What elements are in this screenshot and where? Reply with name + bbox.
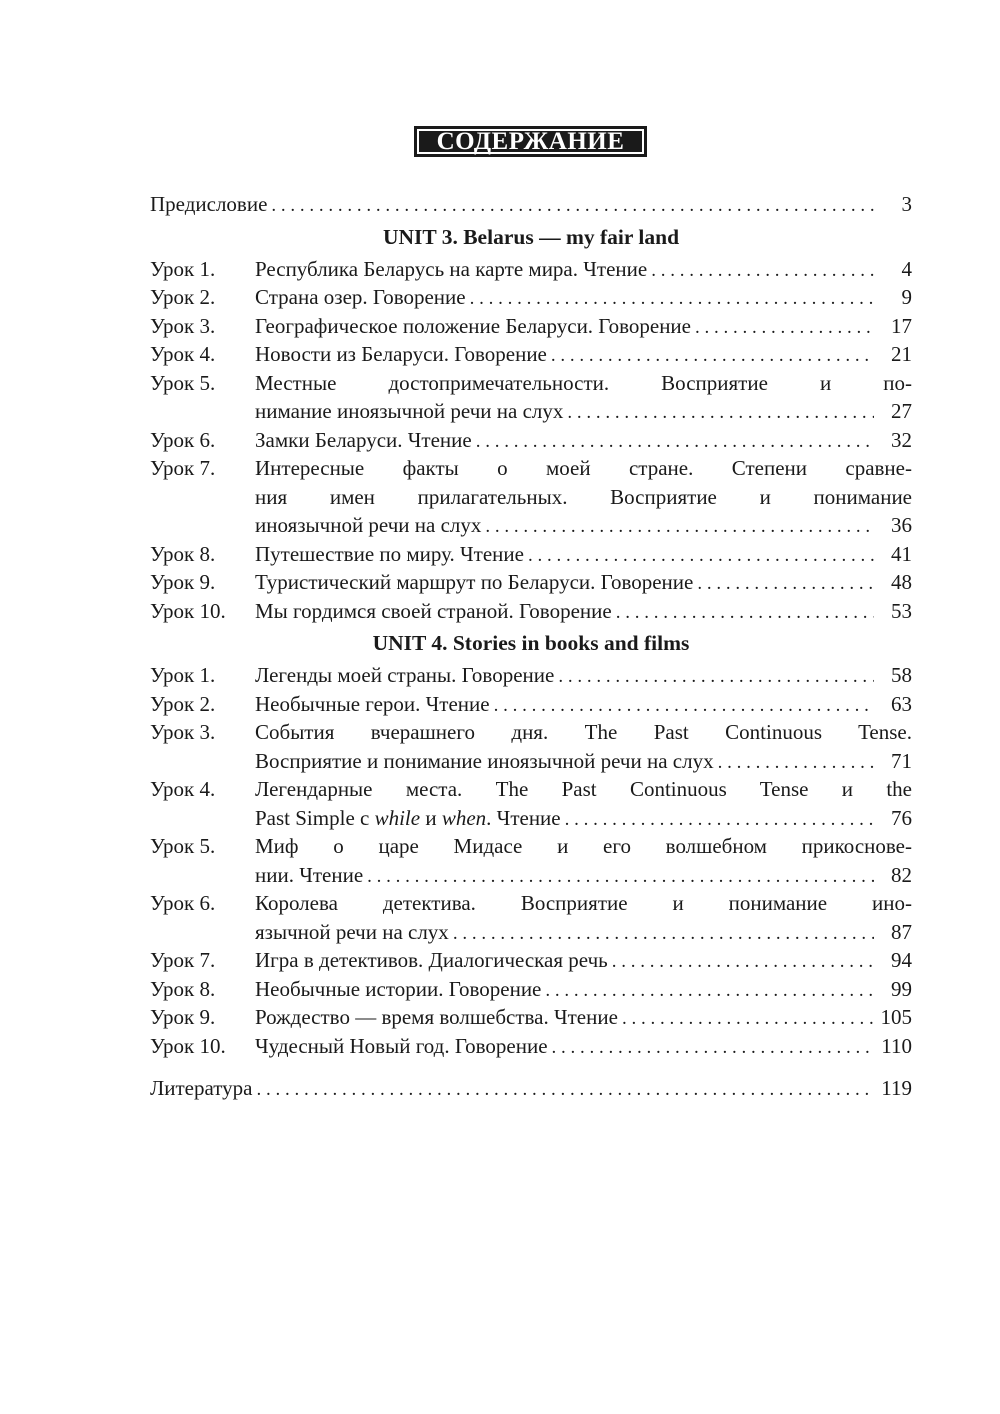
lesson-number: Урок 4.: [150, 342, 216, 366]
lesson-title: язычной речи на слух: [255, 919, 449, 944]
lesson-title: Восприятие и понимание иноязычной речи на слух: [255, 748, 714, 773]
toc-entry-literature[interactable]: [150, 1074, 912, 1103]
toc-entry-lesson[interactable]: [150, 369, 912, 426]
lesson-title: иноязычной речи на слух: [255, 513, 482, 537]
toc-entry-lesson[interactable]: [150, 597, 912, 626]
toc-entry-lesson[interactable]: [150, 426, 912, 455]
page-title: СОДЕРЖАНИЕ: [414, 126, 647, 157]
lesson-number: Урок 6.: [150, 891, 216, 915]
dot-leader: [552, 1034, 874, 1063]
lesson-title: События вчерашнего дня. The Past Continuous Tense.: [255, 720, 912, 744]
lesson-number: Урок 1.: [150, 256, 216, 281]
dot-leader: [616, 599, 874, 628]
entry-line: [150, 454, 912, 483]
toc-entry-lesson[interactable]: [150, 718, 912, 775]
entry-line: [150, 661, 912, 690]
page-number: 17: [891, 313, 912, 338]
page-number: 41: [891, 541, 912, 566]
page-number: 3: [901, 192, 912, 216]
entry-line: [150, 861, 912, 890]
lesson-number: Урок 4.: [150, 777, 216, 801]
lesson-title-wrap: [255, 283, 878, 314]
lesson-title: Необычные герои. Чтение: [255, 691, 490, 716]
page-number: 87: [891, 919, 912, 944]
entry-line: [150, 718, 912, 747]
toc-entry-lesson[interactable]: [150, 312, 912, 341]
entry-line: [150, 747, 912, 776]
lesson-title-wrap: [255, 255, 878, 286]
lesson-title-wrap: [255, 511, 878, 542]
dot-leader: [558, 663, 874, 692]
dot-leader: [697, 570, 874, 599]
lesson-title-wrap: [255, 804, 878, 835]
lesson-title-wrap: [255, 690, 878, 721]
page-number: 9: [901, 285, 912, 309]
toc-entry-lesson[interactable]: [150, 661, 912, 690]
lesson-title: ния имен прилагательных. Восприятие и понимание: [255, 484, 912, 509]
page-number: 71: [891, 748, 912, 773]
lesson-title-wrap: [255, 340, 878, 371]
lesson-title: Интересные факты о моей стране. Степени сравне-: [255, 456, 912, 480]
page-number: 94: [891, 948, 912, 972]
toc-entry-lesson[interactable]: [150, 889, 912, 946]
lesson-number: Урок 6.: [150, 427, 216, 452]
lesson-title-wrap: [255, 397, 878, 428]
lesson-number: Урок 8.: [150, 976, 216, 1001]
lesson-title: Past Simple с while и when. Чтение: [255, 805, 561, 830]
lesson-title: нимание иноязычной речи на слух: [255, 399, 564, 423]
lesson-title-wrap: [255, 454, 912, 483]
dot-leader: [565, 806, 874, 835]
lesson-title: Страна озер. Говорение: [255, 285, 466, 309]
page-number: 4: [901, 256, 912, 281]
lesson-number: Урок 10.: [150, 1033, 226, 1058]
lesson-title-wrap: [255, 312, 878, 343]
lesson-title-wrap: [255, 747, 878, 778]
lesson-number: Урок 3.: [150, 720, 216, 744]
dot-leader: [622, 1005, 874, 1034]
dot-leader: [256, 1076, 874, 1105]
lesson-title: Мы гордимся своей страной. Говорение: [255, 598, 612, 623]
page-number: 76: [891, 805, 912, 830]
units-container: [150, 219, 912, 1061]
toc-entry-lesson[interactable]: [150, 283, 912, 312]
lesson-title-wrap: [255, 483, 912, 512]
dot-leader: [494, 692, 874, 721]
page-number: 32: [891, 427, 912, 452]
page-number: 119: [881, 1076, 912, 1100]
entry-line: [150, 775, 912, 804]
unit-heading: UNIT 3. Belarus — my fair land: [382, 224, 680, 249]
entry-line: [150, 312, 912, 341]
dot-leader: [367, 863, 874, 892]
lesson-title-wrap: [255, 946, 878, 977]
lesson-number: Урок 2.: [150, 691, 216, 716]
lesson-title: Путешествие по миру. Чтение: [255, 541, 524, 566]
page-number: 105: [880, 1005, 912, 1029]
lesson-number: Урок 7.: [150, 948, 216, 972]
lesson-title-wrap: [255, 426, 878, 457]
lesson-title: Рождество — время волшебства. Чтение: [255, 1005, 618, 1029]
entry-line: [150, 397, 912, 426]
entry-line: [150, 889, 912, 918]
lesson-title: Географическое положение Беларуси. Говорение: [255, 313, 691, 338]
toc-entry-lesson[interactable]: [150, 1003, 912, 1032]
dot-leader: [612, 948, 874, 977]
lesson-title: Туристический маршрут по Беларуси. Говорение: [255, 570, 694, 594]
toc-entry-lesson[interactable]: [150, 690, 912, 719]
page-number: 48: [891, 570, 912, 594]
toc-entry-lesson[interactable]: [150, 975, 912, 1004]
entry-line: [150, 804, 912, 833]
entry-line: [150, 369, 912, 398]
lesson-title-wrap: [255, 775, 912, 804]
lesson-title: Замки Беларуси. Чтение: [255, 427, 472, 452]
lesson-title: Новости из Беларуси. Говорение: [255, 342, 547, 366]
lesson-title: Легендарные места. The Past Continuous Tense и the: [255, 777, 912, 801]
entry-line: [150, 568, 912, 597]
lesson-title: Королева детектива. Восприятие и понимание ино-: [255, 891, 912, 915]
page-number: 99: [891, 976, 912, 1001]
toc-entry-lesson[interactable]: [150, 775, 912, 832]
toc-entry-lesson[interactable]: [150, 540, 912, 569]
page-number: 63: [891, 691, 912, 716]
lesson-number: Урок 1.: [150, 663, 216, 687]
dot-leader: [528, 542, 874, 571]
unit-heading: UNIT 4. Stories in books and films: [372, 631, 690, 655]
dot-leader: [567, 399, 874, 428]
toc-entry-lesson[interactable]: [150, 946, 912, 975]
entry-line: [150, 1003, 912, 1032]
lesson-title: Местные достопримечательности. Восприятие и по-: [255, 370, 912, 395]
entry-line: [150, 690, 912, 719]
page-number: 110: [881, 1033, 912, 1058]
dot-leader: [551, 342, 874, 371]
lesson-number: Урок 8.: [150, 541, 216, 566]
lesson-number: Урок 9.: [150, 1005, 216, 1029]
lesson-title-wrap: [255, 540, 878, 571]
toc-entry-lesson[interactable]: [150, 1032, 912, 1061]
dot-leader: [485, 513, 874, 542]
entry-line: [150, 540, 912, 569]
entry-line: [150, 426, 912, 455]
lesson-number: Урок 5.: [150, 370, 216, 395]
lesson-number: Урок 10.: [150, 598, 226, 623]
page-number: 27: [891, 399, 912, 423]
entry-line: [150, 946, 912, 975]
lesson-title-wrap: [255, 1032, 878, 1063]
lesson-title: нии. Чтение: [255, 862, 364, 887]
entry-line: [150, 597, 912, 626]
lesson-title: Миф о царе Мидасе и его волшебном прикоснове-: [255, 834, 912, 858]
dot-leader: [271, 192, 874, 221]
toc-entry-lesson[interactable]: [150, 340, 912, 369]
page-number: 21: [891, 342, 912, 366]
lesson-number: Урок 7.: [150, 456, 216, 480]
lesson-title-wrap: [255, 1003, 878, 1034]
lesson-title: Республика Беларусь на карте мира. Чтение: [255, 256, 648, 281]
lesson-title-wrap: [255, 975, 878, 1006]
lesson-title-wrap: [255, 568, 878, 599]
lesson-title: Необычные истории. Говорение: [255, 976, 542, 1001]
dot-leader: [476, 428, 874, 457]
entry-label: Предисловие: [150, 192, 268, 216]
lesson-number: Урок 9.: [150, 570, 216, 594]
lesson-title-wrap: [255, 597, 878, 628]
page-number: 36: [891, 513, 912, 537]
lesson-title-wrap: [255, 861, 878, 892]
toc-entry-preface[interactable]: [150, 190, 912, 219]
entry-line: [150, 283, 912, 312]
lesson-title-wrap: [255, 918, 878, 949]
lesson-title-wrap: [255, 832, 912, 861]
toc-entry-lesson[interactable]: [150, 568, 912, 597]
lesson-title-wrap: [255, 889, 912, 918]
entry-label: Литература: [150, 1076, 253, 1100]
dot-leader: [545, 977, 874, 1006]
table-of-contents: [150, 190, 912, 1103]
dot-leader: [718, 749, 874, 778]
lesson-title: Игра в детективов. Диалогическая речь: [255, 948, 608, 972]
entry-line: [150, 483, 912, 512]
lesson-title-wrap: [255, 718, 912, 747]
dot-leader: [453, 920, 874, 949]
page-number: 58: [891, 663, 912, 687]
entry-line: [150, 918, 912, 947]
lesson-title: Чудесный Новый год. Говорение: [255, 1033, 548, 1058]
entry-line: [150, 975, 912, 1004]
entry-line: [150, 1032, 912, 1061]
entry-line: [150, 255, 912, 284]
lesson-number: Урок 5.: [150, 834, 216, 858]
entry-line: [150, 511, 912, 540]
lesson-number: Урок 3.: [150, 313, 216, 338]
entry-line: [150, 340, 912, 369]
dot-leader: [651, 257, 874, 286]
lesson-title: Легенды моей страны. Говорение: [255, 663, 555, 687]
lesson-title-wrap: [255, 369, 912, 398]
entry-line: [150, 832, 912, 861]
dot-leader: [695, 314, 874, 343]
toc-entry-lesson[interactable]: [150, 454, 912, 540]
dot-leader: [470, 285, 874, 314]
toc-entry-lesson[interactable]: [150, 255, 912, 284]
lesson-number: Урок 2.: [150, 285, 216, 309]
lesson-title-wrap: [255, 661, 878, 692]
page-number: 53: [891, 598, 912, 623]
page-number: 82: [891, 862, 912, 887]
toc-entry-lesson[interactable]: [150, 832, 912, 889]
